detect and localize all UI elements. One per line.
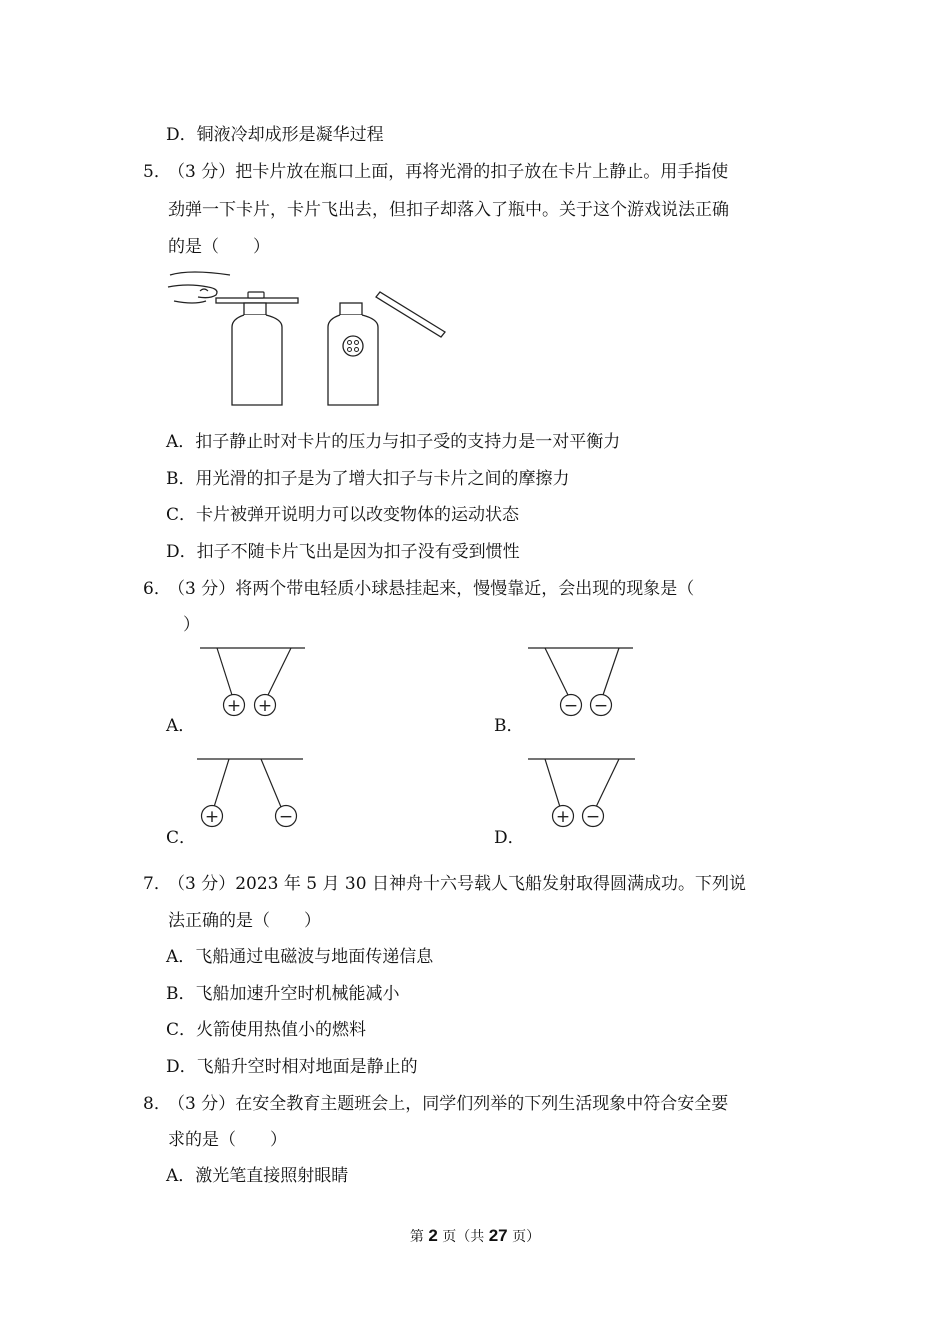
q7-option-a: A．飞船通过电磁波与地面传递信息 bbox=[166, 947, 434, 967]
q7-option-c: C．火箭使用热值小的燃料 bbox=[166, 1020, 367, 1040]
footer-total-pages: 27 bbox=[488, 1226, 508, 1245]
q6c-ball2-sign: − bbox=[278, 807, 294, 827]
q6b-ball2-sign: − bbox=[593, 696, 609, 716]
q5-option-a: A．扣子静止时对卡片的压力与扣子受的支持力是一对平衡力 bbox=[166, 432, 621, 452]
footer-prefix: 第 bbox=[409, 1229, 429, 1245]
q5-option-c: C．卡片被弹开说明力可以改变物体的运动状态 bbox=[166, 505, 520, 525]
q6-figure-b bbox=[523, 640, 643, 722]
q6-figure-c bbox=[195, 750, 315, 832]
footer-suffix: 页） bbox=[507, 1229, 541, 1245]
q8-stem-line2: 求的是（ ） bbox=[168, 1130, 287, 1150]
q6d-ball2-sign: − bbox=[585, 807, 601, 827]
q8-number: 8． bbox=[143, 1094, 171, 1114]
q6-label-d: D． bbox=[494, 828, 525, 848]
q5-stem-line1: （3 分）把卡片放在瓶口上面，再将光滑的扣子放在卡片上静止。用手指使 bbox=[168, 162, 729, 182]
q6-label-a: A． bbox=[166, 716, 196, 736]
q8-stem-line1: （3 分）在安全教育主题班会上，同学们列举的下列生活现象中符合安全要 bbox=[168, 1094, 729, 1114]
q7-stem-line1: （3 分）2023 年 5 月 30 日神舟十六号载人飞船发射取得圆满成功。下列说 bbox=[168, 874, 746, 894]
q6-label-c: C． bbox=[166, 828, 197, 848]
footer-mid: 页（共 bbox=[437, 1229, 489, 1245]
q5-option-b: B．用光滑的扣子是为了增大扣子与卡片之间的摩擦力 bbox=[166, 469, 570, 489]
q5-stem-line2: 劲弹一下卡片，卡片飞出去，但扣子却落入了瓶中。关于这个游戏说法正确 bbox=[168, 200, 729, 220]
q5-option-d: D．扣子不随卡片飞出是因为扣子没有受到惯性 bbox=[166, 542, 520, 562]
q7-option-d: D．飞船升空时相对地面是静止的 bbox=[166, 1057, 418, 1077]
q6-stem-line1: （3 分）将两个带电轻质小球悬挂起来，慢慢靠近，会出现的现象是（ bbox=[168, 579, 695, 599]
q4-option-d: D．铜液冷却成形是凝华过程 bbox=[166, 125, 384, 145]
q7-option-b: B．飞船加速升空时机械能减小 bbox=[166, 984, 400, 1004]
q6-figure-a bbox=[195, 640, 315, 722]
page-footer bbox=[0, 1226, 950, 1246]
q6-label-b: B． bbox=[494, 716, 524, 736]
q6a-ball1-sign: + bbox=[226, 696, 242, 716]
q6-number: 6． bbox=[143, 579, 171, 599]
q5-number: 5． bbox=[143, 162, 171, 182]
q6-stem-line2: ） bbox=[183, 615, 200, 635]
q6c-ball1-sign: + bbox=[204, 807, 220, 827]
q5-figure-bottle-card bbox=[160, 265, 460, 415]
q6a-ball2-sign: + bbox=[257, 696, 273, 716]
q6d-ball1-sign: + bbox=[555, 807, 571, 827]
q8-option-a: A．激光笔直接照射眼睛 bbox=[166, 1166, 349, 1186]
q5-stem-line3: 的是（ ） bbox=[168, 237, 270, 257]
footer-page-number: 2 bbox=[428, 1226, 438, 1245]
q6b-ball1-sign: − bbox=[563, 696, 579, 716]
q6-figure-d bbox=[523, 750, 643, 832]
q7-number: 7． bbox=[143, 874, 171, 894]
q7-stem-line2: 法正确的是（ ） bbox=[168, 911, 321, 931]
